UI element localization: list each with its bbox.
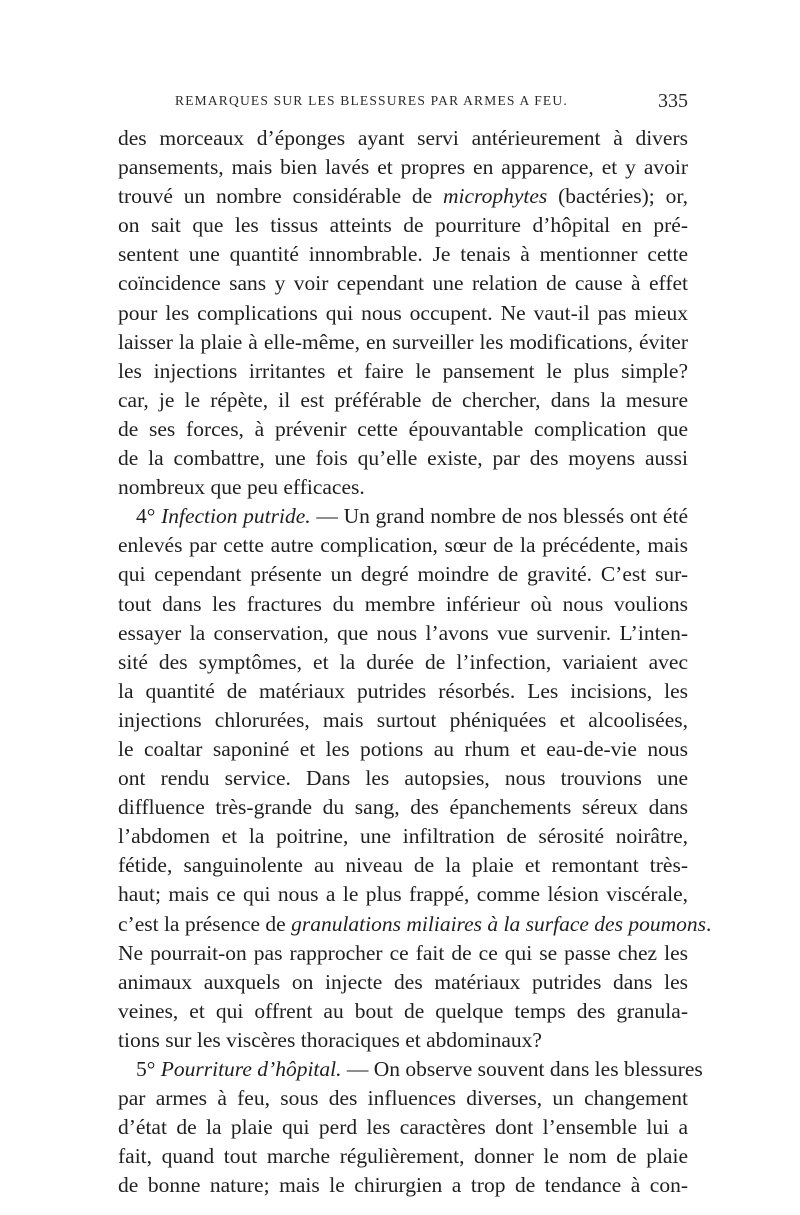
text-line: fait, quand tout marche régulièrement, donner le nom de plaie [118,1144,688,1169]
text-line: nombreux que peu efficaces. [118,475,365,500]
text-line: d’état de la plaie qui perd les caractères dont l’ensemble lui a [118,1115,688,1140]
text-line: sité des symptômes, et la durée de l’infection, variaient avec [118,649,688,674]
text-line [118,182,688,211]
text-span: — Un grand nombre de nos blessés ont été [310,504,688,529]
section-heading-line [118,1055,703,1084]
text-line: on sait que les tissus atteints de pourriture d’hôpital en pré- [118,213,688,238]
text-line: coïncidence sans y voir cependant une relation de cause à effet [118,271,688,296]
page-body [118,124,712,1200]
page-header [118,90,688,117]
text-line: de la combattre, une fois qu’elle existe, par des moyens aussi [118,446,688,471]
section-heading-line [118,502,688,531]
text-line: enlevés par cette autre complication, sœur de la précédente, mais [118,533,688,558]
page-number: 335 [658,90,688,112]
text-line: tout dans les fractures du membre inférieur où nous voulions [118,591,688,616]
text-line: l’abdomen et la poitrine, une infiltration de sérosité noirâtre, [118,824,688,849]
text-line: la quantité de matériaux putrides résorbés. Les incisions, les [118,678,688,703]
text-line: les injections irritantes et faire le pansement le plus simple? [118,358,688,383]
text-line: veines, et qui offrent au bout de quelque temps des granula- [118,998,688,1023]
section-title: Infection putride. [161,504,311,529]
section-number: 5° [136,1057,161,1081]
text-span: trouvé un nombre considérable de [118,184,443,209]
text-line: tions sur les viscères thoraciques et abdominaux? [118,1027,542,1052]
text-line: ont rendu service. Dans les autopsies, nous trouvions une [118,766,688,791]
section-title: Pourriture d’hôpital. [160,1057,342,1081]
text-line: car, je le répète, il est préférable de chercher, dans la mesure [118,387,688,412]
text-line: qui cependant présente un degré moindre de gravité. C’est sur- [118,562,688,587]
text-line: Ne pourrait-on pas rapprocher ce fait de ce qui se passe chez les [118,940,688,965]
text-line: par armes à feu, sous des influences diverses, un changement [118,1086,688,1111]
emphasis-term: granulations miliaires à la surface des poumons [291,911,706,936]
text-line: essayer la conservation, que nous l’avons vue survenir. L’inten- [118,620,688,645]
text-span: c’est la présence de [118,911,292,936]
text-line: diffluence très-grande du sang, des épanchements séreux dans [118,795,688,820]
text-line: pansements, mais bien lavés et propres en apparence, et y avoir [118,155,688,180]
text-line: de ses forces, à prévenir cette épouvantable complication que [118,416,688,441]
text-span: . [705,911,712,936]
text-line: sentent une quantité innombrable. Je tenais à mentionner cette [118,242,688,267]
text-line: des morceaux d’éponges ayant servi antérieurement à divers [118,126,688,150]
text-line: pour les complications qui nous occupent. Ne vaut-il pas mieux [118,300,688,325]
text-line: fétide, sanguinolente au niveau de la plaie et remontant très- [118,853,688,878]
text-line: injections chlorurées, mais surtout phéniquées et alcoolisées, [118,707,688,732]
text-span: — On observe souvent dans les blessures [341,1057,703,1081]
text-line: de bonne nature; mais le chirurgien a trop de tendance à con- [118,1173,688,1198]
text-span: (bactéries); or, [547,184,688,209]
running-head: REMARQUES SUR LES BLESSURES PAR ARMES A FEU. [175,93,568,108]
section-number: 4° [136,504,162,529]
text-line: le coaltar saponiné et les potions au rhum et eau-de-vie nous [118,736,688,761]
text-line: haut; mais ce qui nous a le plus frappé, comme lésion viscérale, [118,882,688,907]
text-line [118,910,712,939]
text-line: laisser la plaie à elle-même, en surveiller les modifications, éviter [118,329,688,354]
emphasis-term: microphytes [443,184,548,209]
text-line: animaux auxquels on injecte des matériaux putrides dans les [118,969,688,994]
